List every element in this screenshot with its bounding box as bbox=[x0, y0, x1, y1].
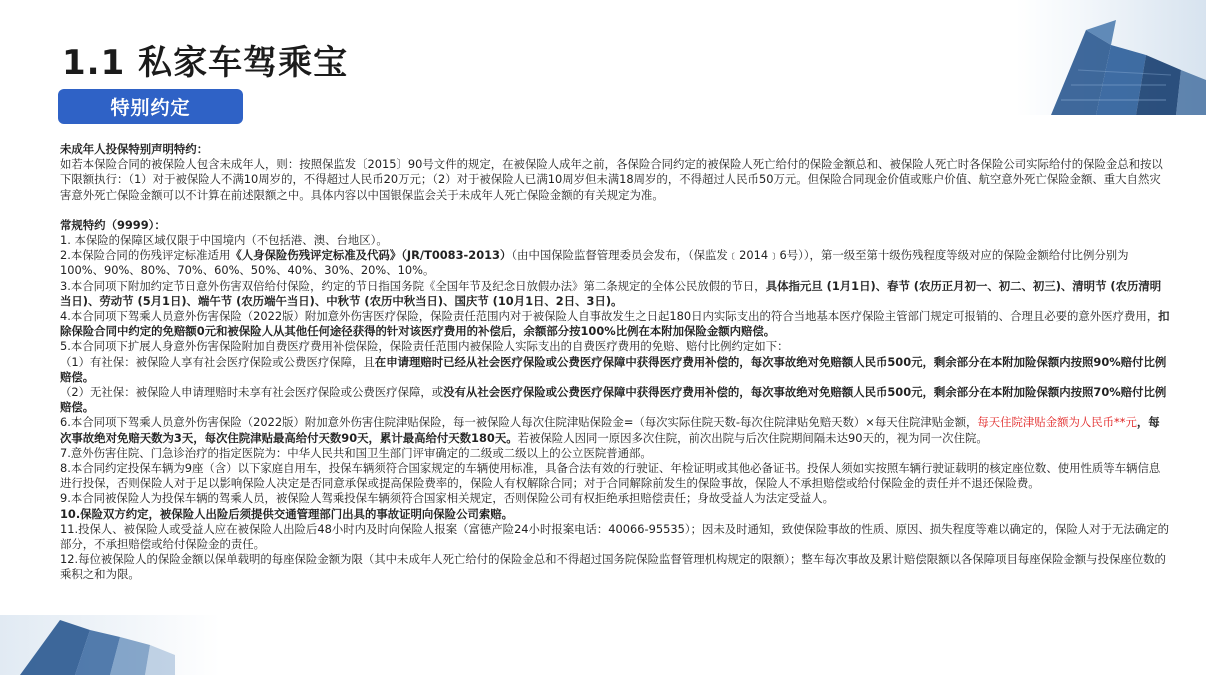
clause-5-1: （1）有社保：被保险人享有社会医疗保险或公费医疗保障，且在申请理赔时已经从社会医疗保险或公费医疗保障中获得医疗费用补偿的，每次事故绝对免赔额人民币500元，剩余部分在本附加险保额内按照90%赔付比例赔偿。 bbox=[60, 354, 1167, 384]
terms-content bbox=[60, 142, 1170, 583]
minor-clause-body: 如若本保险合同的被保险人包含未成年人，则：按照保监发〔2015〕90号文件的规定，在被保险人成年之前，各保险合同约定的被保险人死亡给付的保险金额总和、被保险人死亡时各保险公司实际给付的保险金总和按以下限额执行：（1）对于被保险人不满10周岁的，不得超过人民币20万元；（2）对于被保险人已满10周岁但未满18周岁的，不得超过人民币50万元。但保险合同现金价值或账户价值、航空意外死亡保险金额、重大自然灾害意外死亡保险金额可以不计算在前述限额之中。具体内容以中国银保监会关于未成年人死亡保险金额的有关规定为准。 bbox=[60, 157, 1163, 202]
clause-2: 2.本保险合同的伤残评定标准适用《人身保险伤残评定标准及代码》（JR/T0083-2013）（由中国保险监督管理委员会发布，（保监发﹝2014﹞6号）），第一级至第十级伤残程度等级对应的保险金额给付比例分别为100%、90%、80%、70%、60%、50%、40%、30%、20%、10%。 bbox=[60, 248, 1129, 278]
page-title: 1.1 私家车驾乘宝 bbox=[62, 43, 349, 83]
general-clause-heading: 常规特约（9999）： bbox=[60, 217, 166, 232]
clause-12: 12.每位被保险人的保险金额以保单载明的每座保险金额为限（其中未成年人死亡给付的保险金总和不得超过国务院保险监督管理机构规定的限额）；整车每次事故及累计赔偿限额以各保障项目每座保险金额与投保座位数的乘积之和为限。 bbox=[60, 552, 1166, 582]
clause-5-2: （2）无社保：被保险人申请理赔时未享有社会医疗保险或公费医疗保障，或没有从社会医疗保险或公费医疗保障中获得医疗费用补偿的，每次事故绝对免赔额人民币500元，剩余部分在本附加险保额内按照70%赔付比例赔偿。 bbox=[60, 385, 1167, 415]
clause-11: 11.投保人、被保险人或受益人应在被保险人出险后48小时内及时向保险人报案（富德产险24小时报案电话：40066-95535）；因未及时通知，致使保险事故的性质、原因、损失程度等难以确定的，保险人对于无法确定的部分，不承担赔偿或给付保险金的责任。 bbox=[60, 521, 1169, 552]
skyscraper-decoration-bottom bbox=[0, 615, 220, 675]
skyscraper-decoration bbox=[1016, 0, 1206, 115]
clause-6: 6.本合同项下驾乘人员意外伤害保险（2022版）附加意外伤害住院津贴保险，每一被保险人每次住院津贴保险金=（每次实际住院天数-每次住院津贴免赔天数）×每天住院津贴金额，每天住院津贴金额为人民币**元，每次事故绝对免赔天数为3天，每次住院津贴最高给付天数90天，累计最高给付天数180天。若被保险人因同一原因多次住院，前次出院与后次住院期间隔未达90天的，视为同一次住院。 bbox=[60, 415, 1160, 445]
clause-8: 8.本合同约定投保车辆为9座（含）以下家庭自用车，投保车辆须符合国家规定的车辆使用标准，具备合法有效的行驶证、年检证明或其他必备证书。投保人须如实按照车辆行驶证载明的核定座位数、使用性质等车辆信息进行投保，否则保险人对于足以影响保险人决定是否同意承保或提高保险费率的，保险人有权解除合同；对于合同解除前发生的保险事故，保险人不承担赔偿或给付保险金的责任并不退还保险费。 bbox=[60, 461, 1161, 491]
clause-10: 10.保险双方约定，被保险人出险后须提供交通管理部门出具的事故证明向保险公司索赔。 bbox=[60, 506, 514, 521]
clause-4: 4.本合同项下驾乘人员意外伤害保险（2022版）附加意外伤害医疗保险，保险责任范围内对于被保险人自事故发生之日起180日内实际支出的符合当地基本医疗保险主管部门规定可报销的、合理且必要的意外医疗费用，扣除保险合同中约定的免赔额0元和被保险人从其他任何途径获得的针对该医疗费用的补偿后，余额部分按100%比例在本附加保险金额内赔偿。 bbox=[60, 309, 1170, 339]
clause-1: 1. 本保险的保障区域仅限于中国境内（不包括港、澳、台地区）。 bbox=[60, 233, 388, 248]
clause-5: 5.本合同项下扩展人身意外伤害保险附加自费医疗费用补偿保险，保险责任范围内被保险人实际支出的自费医疗费用的免赔、赔付比例约定如下： bbox=[60, 339, 789, 354]
clause-7: 7.意外伤害住院、门急诊治疗的指定医院为：中华人民共和国卫生部门评审确定的二级或二级以上的公立医院普通部。 bbox=[60, 445, 652, 460]
clause-3: 3.本合同项下附加约定节日意外伤害双倍给付保险，约定的节日指国务院《全国年节及纪念日放假办法》第二条规定的全体公民放假的节日，具体指元旦 (1月1日)、春节 (农历正月初一、初二、初三)、清明节 (农历清明当日)、劳动节 (5月1日)、端午节 (农历端午当日)、中秋节 (农历中秋当日)、国庆节 (10月1日、2日、3日)。 bbox=[60, 278, 1162, 308]
section-badge: 特别约定 bbox=[58, 89, 243, 124]
clause-9: 9.本合同被保险人为投保车辆的驾乘人员，被保险人驾乘投保车辆须符合国家相关规定，否则保险公司有权拒绝承担赔偿责任；身故受益人为法定受益人。 bbox=[60, 491, 835, 506]
minor-clause-heading: 未成年人投保特别声明特约： bbox=[60, 142, 209, 156]
